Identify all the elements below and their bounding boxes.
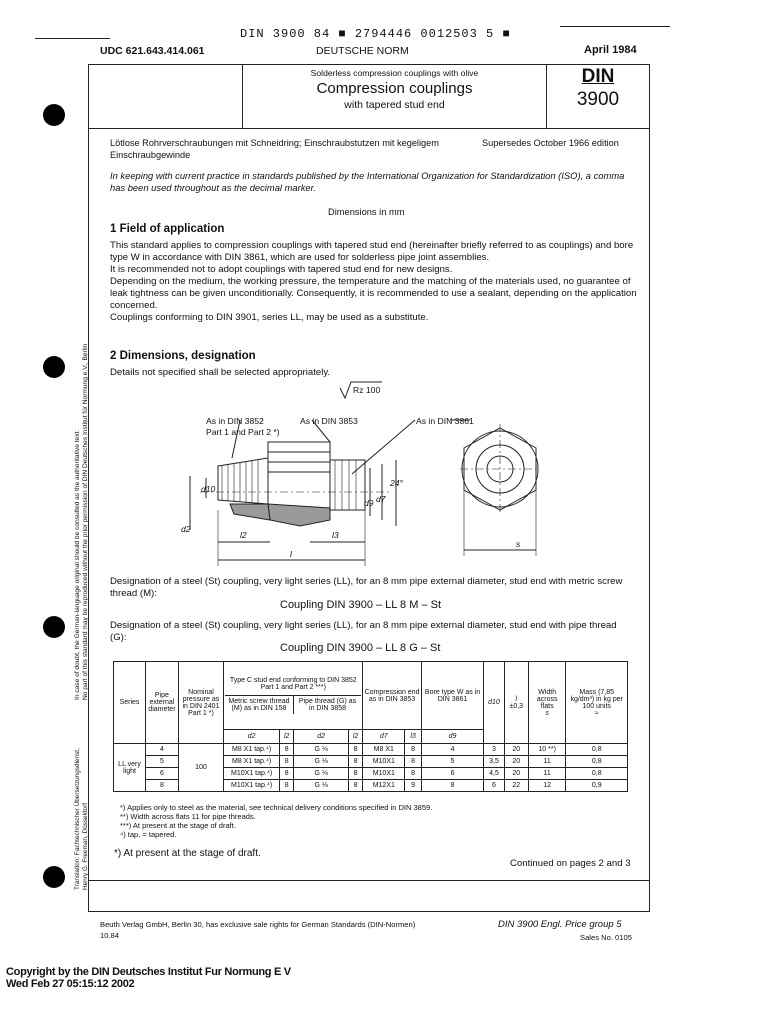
left-margin-text-2: In case of doubt, the German-language original should be consulted as the authoritative text. bbox=[74, 429, 81, 700]
th-sub-d2a: d2 bbox=[224, 730, 280, 744]
scan-line-right bbox=[560, 26, 670, 27]
left-margin-text-1: No part of this standard may be reproduced without the prior permission of DIN Deutsches Institut für Normung e.V., Berlin bbox=[82, 343, 89, 700]
th-metric: Metric screw thread (M) as in DIN 158 bbox=[225, 696, 294, 714]
th-pipethread: Pipe thread (G) as in DIN 3858 bbox=[298, 698, 357, 712]
section1-p4: Couplings conforming to DIN 3901, series LL, may be used as a substitute. bbox=[110, 312, 429, 323]
cell-series: LL very light bbox=[114, 744, 146, 792]
th-l-label: l bbox=[515, 695, 518, 703]
din-label: DIN bbox=[581, 66, 615, 87]
punch-hole-2 bbox=[43, 356, 65, 378]
cell-pipe: 5 bbox=[146, 756, 179, 768]
title-box-divider-right bbox=[546, 64, 547, 128]
cell-s: 10 **) bbox=[528, 744, 566, 756]
cell-d7: M8 X1 bbox=[363, 744, 405, 756]
udc-code: UDC 621.643.414.061 bbox=[100, 45, 205, 57]
cell-d7: M10X1 bbox=[363, 756, 405, 768]
cell-d7: M12X1 bbox=[363, 780, 405, 792]
cell-d9: 4 bbox=[421, 744, 483, 756]
cell-mass: 0,8 bbox=[566, 744, 628, 756]
cell-m: M8 X1 tap.⁴) bbox=[224, 756, 280, 768]
title-subtitle: Solderless compression couplings with olive bbox=[310, 68, 479, 78]
section1-p2: It is recommended not to adopt couplings with tapered stud end for new designs. bbox=[110, 264, 453, 275]
dim-l2: l2 bbox=[240, 530, 247, 540]
cell-l: 20 bbox=[504, 756, 528, 768]
section1-p3: Depending on the medium, the working pressure, the temperature and the matching of the materials used, no guarantee of leak tightness can be given unconditionally. Consequently, it is recommended to use a sealant, depending on the application concerned. bbox=[110, 276, 637, 311]
cell-d10: 4,5 bbox=[484, 768, 504, 780]
title-box-bottom bbox=[88, 128, 650, 129]
continued-note: Continued on pages 2 and 3 bbox=[510, 858, 631, 869]
deutsche-norm: DEUTSCHE NORM bbox=[316, 45, 409, 57]
th-mass-label: Mass (7,85 kg/dm³) in kg per 100 units bbox=[570, 688, 623, 710]
cell-l3: 8 bbox=[405, 744, 422, 756]
roughness-label: Rz 100 bbox=[353, 385, 381, 395]
cell-d9: 8 bbox=[421, 780, 483, 792]
th-l-tolerance: ±0,3 bbox=[509, 702, 524, 710]
frame-inner-line bbox=[88, 880, 650, 881]
section2-p1: Details not specified shall be selected appropriately. bbox=[110, 367, 331, 378]
german-title: Lötlose Rohrverschraubungen mit Schneidring; Einschraubstutzen mit kegeligem Einschraubgewinde bbox=[110, 138, 439, 160]
th-width bbox=[528, 662, 566, 744]
cell-l2b: 8 bbox=[348, 768, 362, 780]
designation-1: Designation of a steel (St) coupling, very light series (LL), for an 8 mm pipe external diameter, stud end with metric screw thread (M): bbox=[110, 576, 623, 599]
section1-heading: 1 Field of application bbox=[110, 223, 225, 235]
th-pipe: Pipe external diameter bbox=[146, 662, 179, 744]
drawing-label-din3852: As in DIN 3852 bbox=[206, 416, 264, 426]
punch-hole-4 bbox=[43, 866, 65, 888]
din-number: 3900 bbox=[576, 89, 620, 110]
drawing-label-din3861: As in DIN 3861 bbox=[416, 416, 474, 426]
cell-l: 20 bbox=[504, 768, 528, 780]
dimension-table bbox=[113, 661, 628, 792]
punch-hole-3 bbox=[43, 616, 65, 638]
translation-note: Translation: Fachtechnischer Übersetzungsdienst, Henry G. Freeman, Düsseldorf bbox=[74, 748, 89, 890]
th-sub-d9: d9 bbox=[421, 730, 483, 744]
cell-l2a: 8 bbox=[280, 768, 294, 780]
title-box bbox=[243, 68, 546, 111]
th-bore: Bore type W as in DIN 3861 bbox=[421, 662, 483, 730]
dim-s: s bbox=[516, 539, 521, 549]
scan-line-left bbox=[35, 38, 110, 39]
cell-s: 11 bbox=[528, 768, 566, 780]
cell-d9: 5 bbox=[421, 756, 483, 768]
cell-d9: 6 bbox=[421, 768, 483, 780]
th-mass bbox=[566, 662, 628, 744]
cell-s: 12 bbox=[528, 780, 566, 792]
supersedes-note: Supersedes October 1966 edition bbox=[482, 138, 619, 148]
dim-d2: d2 bbox=[181, 524, 191, 534]
coupling-drawing bbox=[170, 380, 610, 570]
th-sub-l2b: l2 bbox=[348, 730, 362, 744]
footnote-2: **) Width across flats 11 for pipe threads. bbox=[120, 812, 256, 821]
cell-l2a: 8 bbox=[280, 780, 294, 792]
cell-m: M8 X1 tap.⁴) bbox=[224, 744, 280, 756]
cell-s: 11 bbox=[528, 756, 566, 768]
cell-nominal: 100 bbox=[178, 744, 223, 792]
footnote-4: ⁴) tap. = tapered. bbox=[120, 830, 177, 839]
barcode-line: DIN 3900 84 ■ 2794446 0012503 5 ■ bbox=[240, 27, 511, 41]
cell-l2b: 8 bbox=[348, 744, 362, 756]
cell-d10: 6 bbox=[484, 780, 504, 792]
cell-l2b: 8 bbox=[348, 780, 362, 792]
dim-d7: d7 bbox=[376, 494, 386, 504]
cell-l2a: 8 bbox=[280, 744, 294, 756]
th-typec-label: Type C stud end conforming to DIN 3852 Part 1 and Part 2 ***) bbox=[229, 677, 357, 691]
dim-d9: d9 bbox=[364, 498, 374, 508]
dimensions-note: Dimensions in mm bbox=[328, 207, 405, 217]
th-width-label: Width across flats bbox=[536, 688, 558, 710]
cell-g: G ⅛ bbox=[294, 768, 349, 780]
th-sub-d7: d7 bbox=[363, 730, 405, 744]
footer-sales: Sales No. 0105 bbox=[580, 933, 632, 942]
th-compression: Compression end as in DIN 3853 bbox=[363, 662, 422, 730]
th-typec bbox=[224, 662, 363, 730]
cell-l2b: 8 bbox=[348, 756, 362, 768]
footer-din: DIN 3900 Engl. Price group 5 bbox=[498, 919, 622, 930]
cell-d10: 3,5 bbox=[484, 756, 504, 768]
punch-hole-1 bbox=[43, 104, 65, 126]
footnote-3: ***) At present at the stage of draft. bbox=[120, 821, 236, 830]
coupling-designation-2: Coupling DIN 3900 – LL 8 G – St bbox=[280, 642, 441, 654]
cell-l3: 9 bbox=[405, 780, 422, 792]
cell-l3: 8 bbox=[405, 768, 422, 780]
cell-l3: 8 bbox=[405, 756, 422, 768]
designation-2: Designation of a steel (St) coupling, very light series (LL), for an 8 mm pipe external diameter, stud end with pipe thread (G): bbox=[110, 620, 617, 643]
cell-m: M10X1 tap.⁴) bbox=[224, 768, 280, 780]
title-subtitle-2: with tapered stud end bbox=[344, 99, 445, 111]
cell-pipe: 4 bbox=[146, 744, 179, 756]
cell-g: G ⅛ bbox=[294, 780, 349, 792]
th-series: Series bbox=[114, 662, 146, 744]
cell-pipe: 6 bbox=[146, 768, 179, 780]
dim-d10: d10 bbox=[201, 484, 216, 494]
drawing-label-din3852-parts: Part 1 and Part 2 *) bbox=[206, 427, 280, 437]
dim-angle: 24° bbox=[390, 478, 403, 488]
copyright-date: Wed Feb 27 05:15:12 2002 bbox=[6, 978, 135, 990]
cell-g: G ⅛ bbox=[294, 756, 349, 768]
cell-l2a: 8 bbox=[280, 756, 294, 768]
coupling-designation-1: Coupling DIN 3900 – LL 8 M – St bbox=[280, 599, 442, 611]
section1-p1: This standard applies to compression couplings with tapered stud end (hereinafter briefly referred to as couplings) and bore type W in accordance with DIN 3861, which are used for solderless pipe joint assemblies. bbox=[110, 240, 634, 263]
cell-mass: 0,9 bbox=[566, 780, 628, 792]
drawing-label-din3853: As in DIN 3853 bbox=[300, 416, 358, 426]
cell-l: 20 bbox=[504, 744, 528, 756]
section1-body bbox=[110, 240, 638, 324]
table-footnotes bbox=[120, 803, 620, 839]
cell-d10: 3 bbox=[484, 744, 504, 756]
footer-code: 10.84 bbox=[100, 931, 120, 940]
th-sub-l3: l3 bbox=[405, 730, 422, 744]
section2-heading: 2 Dimensions, designation bbox=[110, 350, 256, 362]
iso-note: In keeping with current practice in standards published by the International Organization for Standardization (ISO), a comma has been used throughout as the decimal marker. bbox=[110, 170, 625, 193]
th-d10: d10 bbox=[484, 662, 504, 744]
cell-d7: M10X1 bbox=[363, 768, 405, 780]
th-l bbox=[504, 662, 528, 744]
th-sub-l2a: l2 bbox=[280, 730, 294, 744]
din-box bbox=[548, 66, 648, 112]
cell-m: M10X1 tap.⁴) bbox=[224, 780, 280, 792]
dim-l: l bbox=[290, 549, 292, 559]
draft-note: *) At present at the stage of draft. bbox=[114, 848, 261, 859]
cell-pipe: 8 bbox=[146, 780, 179, 792]
cell-mass: 0,8 bbox=[566, 768, 628, 780]
cell-mass: 0,8 bbox=[566, 756, 628, 768]
footnote-1: *) Applies only to steel as the material, see technical delivery conditions specified in DIN 3859. bbox=[120, 803, 433, 812]
footer-publisher: Beuth Verlag GmbH, Berlin 30, has exclusive sale rights for German Standards (DIN-Normen) bbox=[100, 920, 416, 929]
copyright-line: Copyright by the DIN Deutsches Institut Fur Normung E V bbox=[6, 966, 291, 978]
issue-date: April 1984 bbox=[584, 44, 637, 56]
th-sub-d2b: d2 bbox=[294, 730, 349, 744]
page-title: Compression couplings bbox=[316, 80, 473, 97]
th-s: s bbox=[545, 709, 549, 717]
th-nominal: Nominal pressure as in DIN 2401 Part 1 *) bbox=[178, 662, 223, 744]
th-approx: ≈ bbox=[594, 709, 599, 717]
table-row bbox=[114, 744, 628, 756]
cell-g: G ⅛ bbox=[294, 744, 349, 756]
dim-l3: l3 bbox=[332, 530, 339, 540]
cell-l: 22 bbox=[504, 780, 528, 792]
